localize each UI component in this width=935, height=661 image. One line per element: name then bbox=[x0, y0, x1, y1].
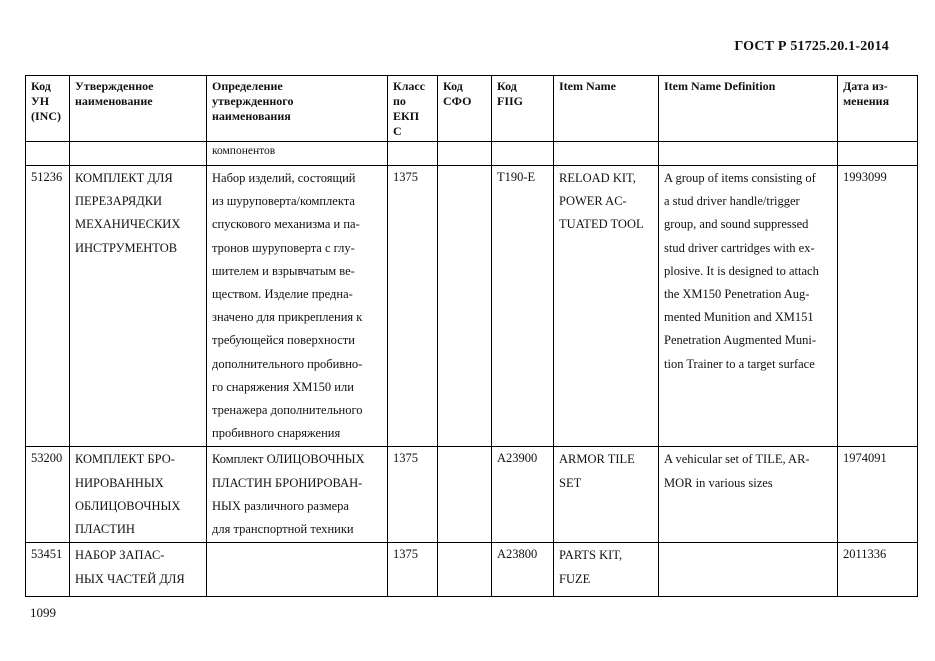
table-cell bbox=[438, 142, 492, 166]
item-name-cell: ARMOR TILE SET bbox=[554, 447, 659, 543]
definition-cell: Комплект ОЛИЦОВОЧНЫХ ПЛАСТИН БРОНИРОВАН- НЫХ различного размера для транспортной техники bbox=[207, 447, 388, 543]
col-approved-name-header: Утвержденное наименование bbox=[70, 76, 207, 142]
inc-cell: 53200 bbox=[26, 447, 70, 543]
col-fiig-code-header: Код FIIG bbox=[492, 76, 554, 142]
inc-cell: 53451 bbox=[26, 543, 70, 597]
col-inc-header: Код УН (INC) bbox=[26, 76, 70, 142]
continuation-definition: компонентов bbox=[207, 142, 388, 166]
change-date-cell: 1974091 bbox=[838, 447, 918, 543]
ekps-class-cell: 1375 bbox=[388, 166, 438, 447]
approved-name-cell: КОМПЛЕКТ БРО- НИРОВАННЫХ ОБЛИЦОВОЧНЫХ ПЛАСТИН bbox=[70, 447, 207, 543]
col-item-name-header: Item Name bbox=[554, 76, 659, 142]
ekps-class-cell: 1375 bbox=[388, 447, 438, 543]
item-name-cell: PARTS KIT, FUZE bbox=[554, 543, 659, 597]
fiig-code-cell: A23900 bbox=[492, 447, 554, 543]
definition-cell: Набор изделий, состоящий из шуруповерта/комплекта спускового механизма и па- тронов шуруповерта с глу- шителем и взрывчатым ве- ществом. Изделие предна- значено для прикрепления к требующейся поверхности дополнительного пробивно- го снаряжения XM150 или тренажера дополнительного пробивного снаряжения bbox=[207, 166, 388, 447]
item-name-definition-cell: A vehicular set of TILE, AR- MOR in various sizes bbox=[659, 447, 838, 543]
table-cell bbox=[838, 142, 918, 166]
table-cell bbox=[26, 142, 70, 166]
col-change-date-header: Дата из- менения bbox=[838, 76, 918, 142]
sfo-code-cell bbox=[438, 447, 492, 543]
ekps-class-cell: 1375 bbox=[388, 543, 438, 597]
catalog-table bbox=[25, 75, 918, 597]
table-header-row bbox=[26, 76, 918, 142]
approved-name-cell: КОМПЛЕКТ ДЛЯ ПЕРЕЗАРЯДКИ МЕХАНИЧЕСКИХ ИНСТРУМЕНТОВ bbox=[70, 166, 207, 447]
fiig-code-cell: A23800 bbox=[492, 543, 554, 597]
definition-cell bbox=[207, 543, 388, 597]
item-name-cell: RELOAD KIT, POWER AC- TUATED TOOL bbox=[554, 166, 659, 447]
col-item-name-definition-header: Item Name Definition bbox=[659, 76, 838, 142]
document-header: ГОСТ Р 51725.20.1-2014 bbox=[734, 39, 889, 54]
table-cell bbox=[492, 142, 554, 166]
item-name-definition-cell: A group of items consisting of a stud driver handle/trigger group, and sound suppressed stud driver cartridges with ex- plosive. It is designed to attach the XM150 Penetration Aug- mented Munition and XM151 Penetration Augmented Muni- tion Trainer to a target surface bbox=[659, 166, 838, 447]
table-cell bbox=[554, 142, 659, 166]
table-row bbox=[26, 447, 918, 543]
sfo-code-cell bbox=[438, 543, 492, 597]
approved-name-cell: НАБОР ЗАПАС- НЫХ ЧАСТЕЙ ДЛЯ bbox=[70, 543, 207, 597]
col-ekps-class-header: Класс по ЕКП С bbox=[388, 76, 438, 142]
sfo-code-cell bbox=[438, 166, 492, 447]
col-definition-header: Определение утвержденного наименования bbox=[207, 76, 388, 142]
page-number: 1099 bbox=[30, 605, 56, 620]
table-row bbox=[26, 543, 918, 597]
continuation-row bbox=[26, 142, 918, 166]
table-cell bbox=[70, 142, 207, 166]
fiig-code-cell: T190-E bbox=[492, 166, 554, 447]
change-date-cell: 2011336 bbox=[838, 543, 918, 597]
table-row bbox=[26, 166, 918, 447]
item-name-definition-cell bbox=[659, 543, 838, 597]
change-date-cell: 1993099 bbox=[838, 166, 918, 447]
table-cell bbox=[659, 142, 838, 166]
inc-cell: 51236 bbox=[26, 166, 70, 447]
table-cell bbox=[388, 142, 438, 166]
col-sfo-code-header: Код СФО bbox=[438, 76, 492, 142]
